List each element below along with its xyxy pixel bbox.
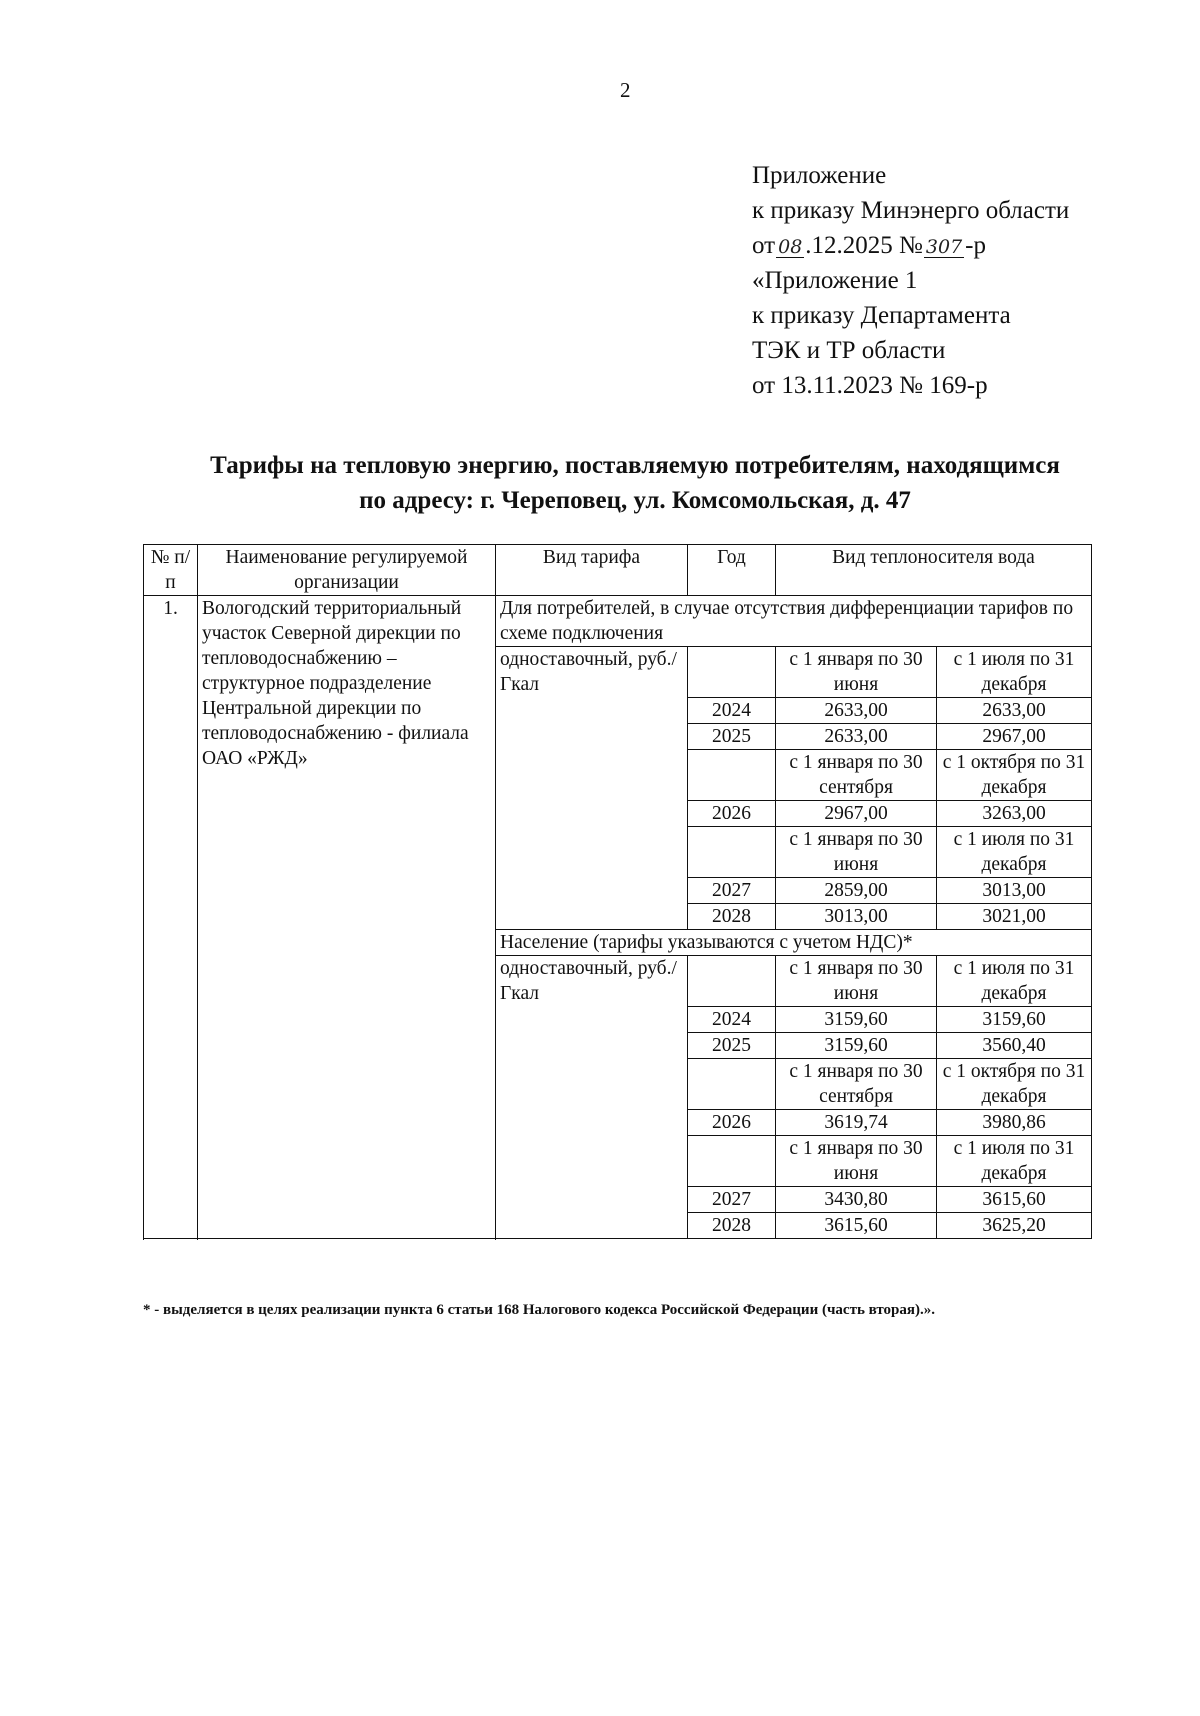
tariff-value: 2633,00 [776,724,937,750]
year-cell: 2027 [688,1187,776,1213]
period-header: с 1 июля по 31 декабря [937,1136,1092,1187]
tariff-type: одноставочный, руб./Гкал [496,956,688,1239]
period-header: с 1 октября по 31 декабря [937,1059,1092,1110]
tariff-value: 2967,00 [776,801,937,827]
tariff-type: одноставочный, руб./Гкал [496,647,688,930]
year-cell: 2025 [688,724,776,750]
handwritten-number: 307 [925,236,963,258]
tariff-value: 3430,80 [776,1187,937,1213]
tariff-value: 3615,60 [776,1213,937,1239]
period-header: с 1 января по 30 сентября [776,1059,937,1110]
year-cell-empty [688,647,776,698]
handwritten-day: 08 [778,236,803,258]
tariff-value: 3159,60 [776,1033,937,1059]
period-header: с 1 января по 30 июня [776,956,937,1007]
document-title [130,448,1140,518]
appendix-line: к приказу Минэнерго области [752,197,1070,224]
table-header-row [144,545,1092,596]
organization-name: Вологодский территориальный участок Северной дирекции по тепловодоснабжению – структурное подразделение Центральной дирекции по тепловодоснабжению - филиала ОАО «РЖД» [198,596,496,1239]
tariff-value: 3159,60 [776,1007,937,1033]
header-year: Год [688,545,776,596]
row-number: 1. [144,596,198,1239]
group-title: Для потребителей, в случае отсутствия дифференциации тарифов по схеме подключения [496,596,1092,647]
appendix-text: -р [965,232,986,259]
tariff-value: 2633,00 [937,698,1092,724]
year-cell: 2026 [688,801,776,827]
tariff-value: 3021,00 [937,904,1092,930]
period-header: с 1 января по 30 июня [776,647,937,698]
header-num: № п/п [144,545,198,596]
title-line: по адресу: г. Череповец, ул. Комсомольская, д. 47 [359,487,911,514]
footnote: * - выделяется в целях реализации пункта 6 статьи 168 Налогового кодекса Российской Федерации (часть вторая).». [143,1302,935,1318]
table-row [144,596,1092,647]
group-title: Население (тарифы указываются с учетом НДС)* [496,930,1092,956]
period-header: с 1 октября по 31 декабря [937,750,1092,801]
appendix-text: .12.2025 № [805,232,923,259]
year-cell: 2025 [688,1033,776,1059]
year-cell-empty [688,750,776,801]
year-cell: 2027 [688,878,776,904]
tariff-value: 3013,00 [776,904,937,930]
appendix-line: к приказу Департамента [752,302,1011,329]
year-cell-empty [688,827,776,878]
period-header: с 1 января по 30 сентября [776,750,937,801]
tariff-value: 2859,00 [776,878,937,904]
appendix-order-line [752,228,1069,263]
year-cell: 2024 [688,698,776,724]
period-header: с 1 января по 30 июня [776,1136,937,1187]
appendix-text: от [752,232,776,259]
header-type: Вид тарифа [496,545,688,596]
year-cell: 2024 [688,1007,776,1033]
tariff-table [143,544,1092,1239]
tariff-value: 3013,00 [937,878,1092,904]
tariff-value: 3980,86 [937,1110,1092,1136]
period-header: с 1 января по 30 июня [776,827,937,878]
year-cell: 2028 [688,1213,776,1239]
year-cell: 2028 [688,904,776,930]
tariff-value: 3625,20 [937,1213,1092,1239]
tariff-value: 3159,60 [937,1007,1092,1033]
title-line: Тарифы на тепловую энергию, поставляемую потребителям, находящимся [210,452,1060,479]
page-number: 2 [620,78,631,102]
appendix-line: Приложение [752,162,887,189]
appendix-line: от 13.11.2023 № 169-р [752,372,988,399]
period-header: с 1 июля по 31 декабря [937,827,1092,878]
appendix-line: ТЭК и ТР области [752,337,946,364]
header-carrier: Вид теплоносителя вода [776,545,1092,596]
tariff-value: 2633,00 [776,698,937,724]
header-org: Наименование регулируемой организации [198,545,496,596]
tariff-value: 3619,74 [776,1110,937,1136]
year-cell-empty [688,1059,776,1110]
year-cell-empty [688,1136,776,1187]
period-header: с 1 июля по 31 декабря [937,647,1092,698]
appendix-line: «Приложение 1 [752,267,918,294]
year-cell: 2026 [688,1110,776,1136]
appendix-header [752,158,1069,403]
period-header: с 1 июля по 31 декабря [937,956,1092,1007]
tariff-value: 3263,00 [937,801,1092,827]
tariff-value: 3560,40 [937,1033,1092,1059]
tariff-value: 2967,00 [937,724,1092,750]
year-cell-empty [688,956,776,1007]
tariff-value: 3615,60 [937,1187,1092,1213]
